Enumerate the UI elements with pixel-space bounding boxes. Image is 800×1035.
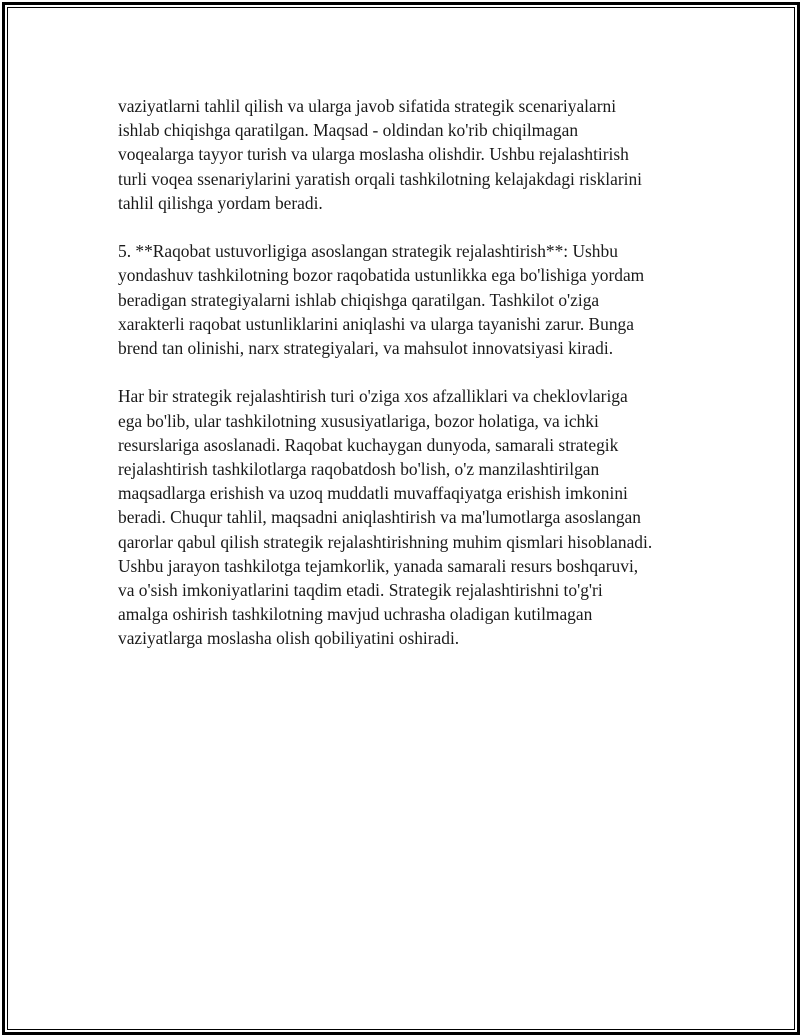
text-line: ishlab chiqishga qaratilgan. Maqsad - oldindan ko'rib chiqilmagan: [118, 120, 579, 141]
text-line: voqealarga tayyor turish va ularga moslasha olishdir. Ushbu rejalashtirish: [118, 144, 629, 165]
paragraph-scenario-planning: [118, 94, 698, 215]
text-line: qarorlar qabul qilish strategik rejalashtirishning muhim qismlari hisoblanadi.: [118, 531, 653, 552]
text-line: beradigan strategiyalarni ishlab chiqishga qaratilgan. Tashkilot o'ziga: [118, 289, 600, 310]
text-line: yondashuv tashkilotning bozor raqobatida ustunlikka ega bo'lishiga yordam: [118, 265, 645, 286]
text-line: 5. **Raqobat ustuvorligiga asoslangan strategik rejalashtirish**: Ushbu: [118, 241, 618, 262]
text-line: vaziyatlarga moslasha olish qobiliyatini oshiradi.: [118, 628, 460, 649]
text-line: brend tan olinishi, narx strategiyalari, va mahsulot innovatsiyasi kiradi.: [118, 338, 614, 359]
text-line: ega bo'lib, ular tashkilotning xususiyatlariga, bozor holatiga, va ichki: [118, 410, 599, 431]
text-line: maqsadlarga erishish va uzoq muddatli muvaffaqiyatga erishish imkonini: [118, 483, 628, 504]
text-line: beradi. Chuqur tahlil, maqsadni aniqlashtirish va ma'lumotlarga asoslangan: [118, 507, 641, 528]
text-line: tahlil qilishga yordam beradi.: [118, 192, 323, 213]
text-line: xarakterli raqobat ustunliklarini aniqlashi va ularga tayanishi zarur. Bunga: [118, 313, 634, 334]
text-line: vaziyatlarni tahlil qilish va ularga javob sifatida strategik scenariyalarni: [118, 96, 617, 116]
text-line: amalga oshirish tashkilotning mavjud uchrasha oladigan kutilmagan: [118, 604, 593, 625]
text-line: va o'sish imkoniyatlarini taqdim etadi. Strategik rejalashtirishni to'g'ri: [118, 580, 603, 601]
text-line: Ushbu jarayon tashkilotga tejamkorlik, yanada samarali resurs boshqaruvi,: [118, 555, 639, 576]
text-line: rejalashtirish tashkilotlarga raqobatdosh bo'lish, o'z manzilashtirilgan: [118, 459, 600, 480]
paragraph-competitive-advantage: [118, 239, 698, 360]
text-line: Har bir strategik rejalashtirish turi o'ziga xos afzalliklari va cheklovlariga: [118, 386, 628, 407]
text-line: resurslariga asoslanadi. Raqobat kuchaygan dunyoda, samarali strategik: [118, 434, 619, 455]
paragraph-conclusion: [118, 384, 698, 650]
document-body: [118, 94, 698, 675]
text-line: turli voqea ssenariylarini yaratish orqali tashkilotning kelajakdagi risklarini: [118, 168, 642, 189]
